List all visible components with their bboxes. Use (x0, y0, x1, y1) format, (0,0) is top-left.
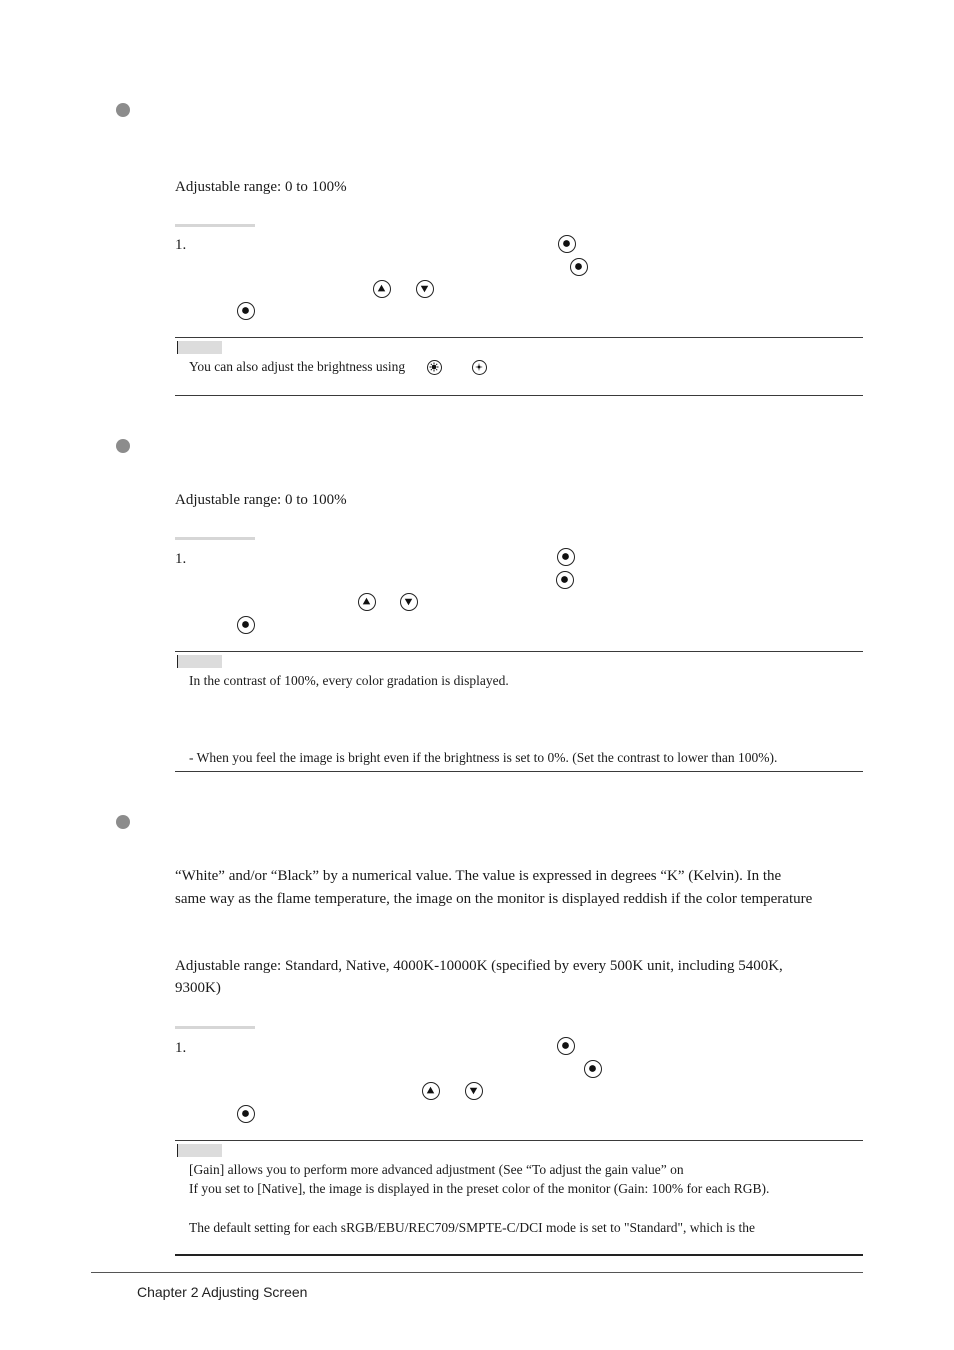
section-bullet (116, 439, 130, 453)
note-bottom-rule (175, 395, 863, 396)
down-button-icon (400, 593, 418, 611)
note-bottom-rule (175, 771, 863, 772)
note-text: You can also adjust the brightness using (189, 359, 406, 374)
up-button-icon (422, 1082, 440, 1100)
brightness-down-icon (472, 360, 487, 375)
down-button-icon (465, 1082, 483, 1100)
enter-button-icon (237, 1105, 255, 1123)
enter-button-icon (558, 235, 576, 253)
procedure-bar (175, 224, 255, 227)
step-number: 1. (175, 1040, 187, 1056)
range-text: Adjustable range: Standard, Native, 4000K-10000K (specified by every 500K unit, including 5400K, (175, 958, 783, 974)
note-top-rule (175, 651, 863, 652)
range-text: 9300K) (175, 980, 221, 996)
enter-button-icon (557, 548, 575, 566)
note-label-tab (177, 341, 222, 354)
down-button-icon (416, 280, 434, 298)
enter-button-icon (570, 258, 588, 276)
procedure-bar (175, 1026, 255, 1029)
range-text: Adjustable range: 0 to 100% (175, 179, 347, 195)
step-number: 1. (175, 237, 187, 253)
note-text: [Gain] allows you to perform more advanced adjustment (See “To adjust the gain value” on (189, 1162, 684, 1177)
section-bullet (116, 815, 130, 829)
up-button-icon (358, 593, 376, 611)
footer-chapter-title: Chapter 2 Adjusting Screen (137, 1284, 308, 1300)
note-label-tab (177, 655, 222, 668)
note-text: - When you feel the image is bright even if the brightness is set to 0%. (Set the contrast to lower than 100%). (189, 750, 778, 765)
note-text: The default setting for each sRGB/EBU/REC709/SMPTE-C/DCI mode is set to "Standard", which is the (189, 1220, 755, 1235)
enter-button-icon (557, 1037, 575, 1055)
enter-button-icon (556, 571, 574, 589)
note-text: In the contrast of 100%, every color gradation is displayed. (189, 673, 509, 688)
section-bullet (116, 103, 130, 117)
note-text: If you set to [Native], the image is displayed in the preset color of the monitor (Gain: 100% for each RGB). (189, 1181, 770, 1196)
range-text: Adjustable range: 0 to 100% (175, 492, 347, 508)
note-top-rule (175, 1140, 863, 1141)
note-bottom-rule (175, 1254, 863, 1256)
procedure-bar (175, 537, 255, 540)
up-button-icon (373, 280, 391, 298)
footer-rule (91, 1272, 863, 1273)
description-text: “White” and/or “Black” by a numerical value. The value is expressed in degrees “K” (Kelvin). In the (175, 868, 782, 884)
enter-button-icon (237, 302, 255, 320)
brightness-up-icon (427, 360, 442, 375)
step-number: 1. (175, 551, 187, 567)
enter-button-icon (237, 616, 255, 634)
note-top-rule (175, 337, 863, 338)
note-label-tab (177, 1144, 222, 1157)
enter-button-icon (584, 1060, 602, 1078)
description-text: same way as the flame temperature, the image on the monitor is displayed reddish if the color temperature (175, 891, 813, 907)
